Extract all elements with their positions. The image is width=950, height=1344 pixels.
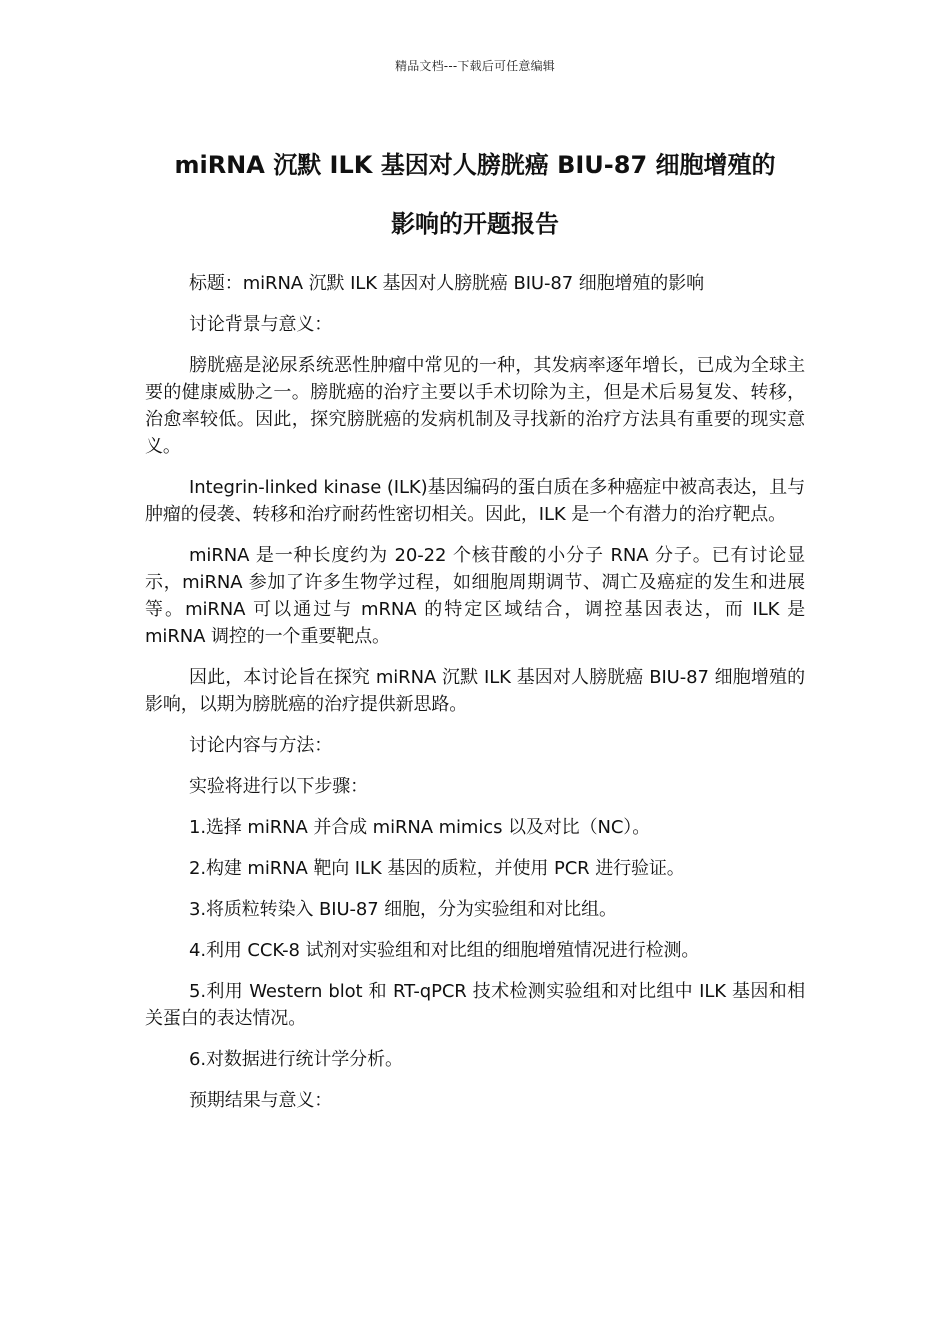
list-item-step-4: 4.利用 CCK-8 试剂对实验组和对比组的细胞增殖情况进行检测。 [189,940,700,961]
paragraph-subject: 标题：miRNA 沉默 ILK 基因对人膀胱癌 BIU-87 细胞增殖的影响 [189,273,704,294]
list-item-step-3: 3.将质粒转染入 BIU-87 细胞，分为实验组和对比组。 [189,899,617,920]
list-item-step-2: 2.构建 miRNA 靶向 ILK 基因的质粒，并使用 PCR 进行验证。 [189,858,685,879]
paragraph-mirna: miRNA 是一种长度约为 20-22 个核苷酸的小分子 RNA 分子。已有讨论显示，miRNA 参加了许多生物学过程，如细胞周期调节、凋亡及癌症的发生和进展等。miRNA 可以通过与 mRNA 的特定区域结合，调控基因表达，而 ILK 是 miRNA 调控的一个重要靶点。 [145,545,805,647]
title-line-2: 影响的开题报告 [391,210,559,238]
document-body [145,270,805,1128]
paragraph-ilk: Integrin-linked kinase (ILK)基因编码的蛋白质在多种癌症中被高表达，且与肿瘤的侵袭、转移和治疗耐药性密切相关。因此，ILK 是一个有潜力的治疗靶点。 [145,477,805,525]
heading-methods: 讨论内容与方法： [189,735,333,756]
document-title [140,136,810,254]
paragraph-bladder-cancer: 膀胱癌是泌尿系统恶性肿瘤中常见的一种，其发病率逐年增长，已成为全球主要的健康威胁之一。膀胱癌的治疗主要以手术切除为主，但是术后易复发、转移，治愈率较低。因此，探究膀胱癌的发病机制及寻找新的治疗方法具有重要的现实意义。 [145,355,805,457]
list-item-step-1: 1.选择 miRNA 并合成 miRNA mimics 以及对比（NC）。 [189,817,651,838]
list-item-step-6: 6.对数据进行统计学分析。 [189,1049,403,1070]
list-item-step-5: 5.利用 Western blot 和 RT-qPCR 技术检测实验组和对比组中 ILK 基因和相关蛋白的表达情况。 [145,981,805,1029]
heading-expected-results: 预期结果与意义： [189,1090,333,1111]
paragraph-steps-intro: 实验将进行以下步骤： [189,776,368,797]
title-line-1: miRNA 沉默 ILK 基因对人膀胱癌 BIU-87 细胞增殖的 [174,151,776,179]
heading-background: 讨论背景与意义： [189,314,333,335]
paragraph-aim: 因此，本讨论旨在探究 miRNA 沉默 ILK 基因对人膀胱癌 BIU-87 细胞增殖的影响，以期为膀胱癌的治疗提供新思路。 [145,667,805,715]
page-header-note: 精品文档---下载后可任意编辑 [395,59,555,73]
